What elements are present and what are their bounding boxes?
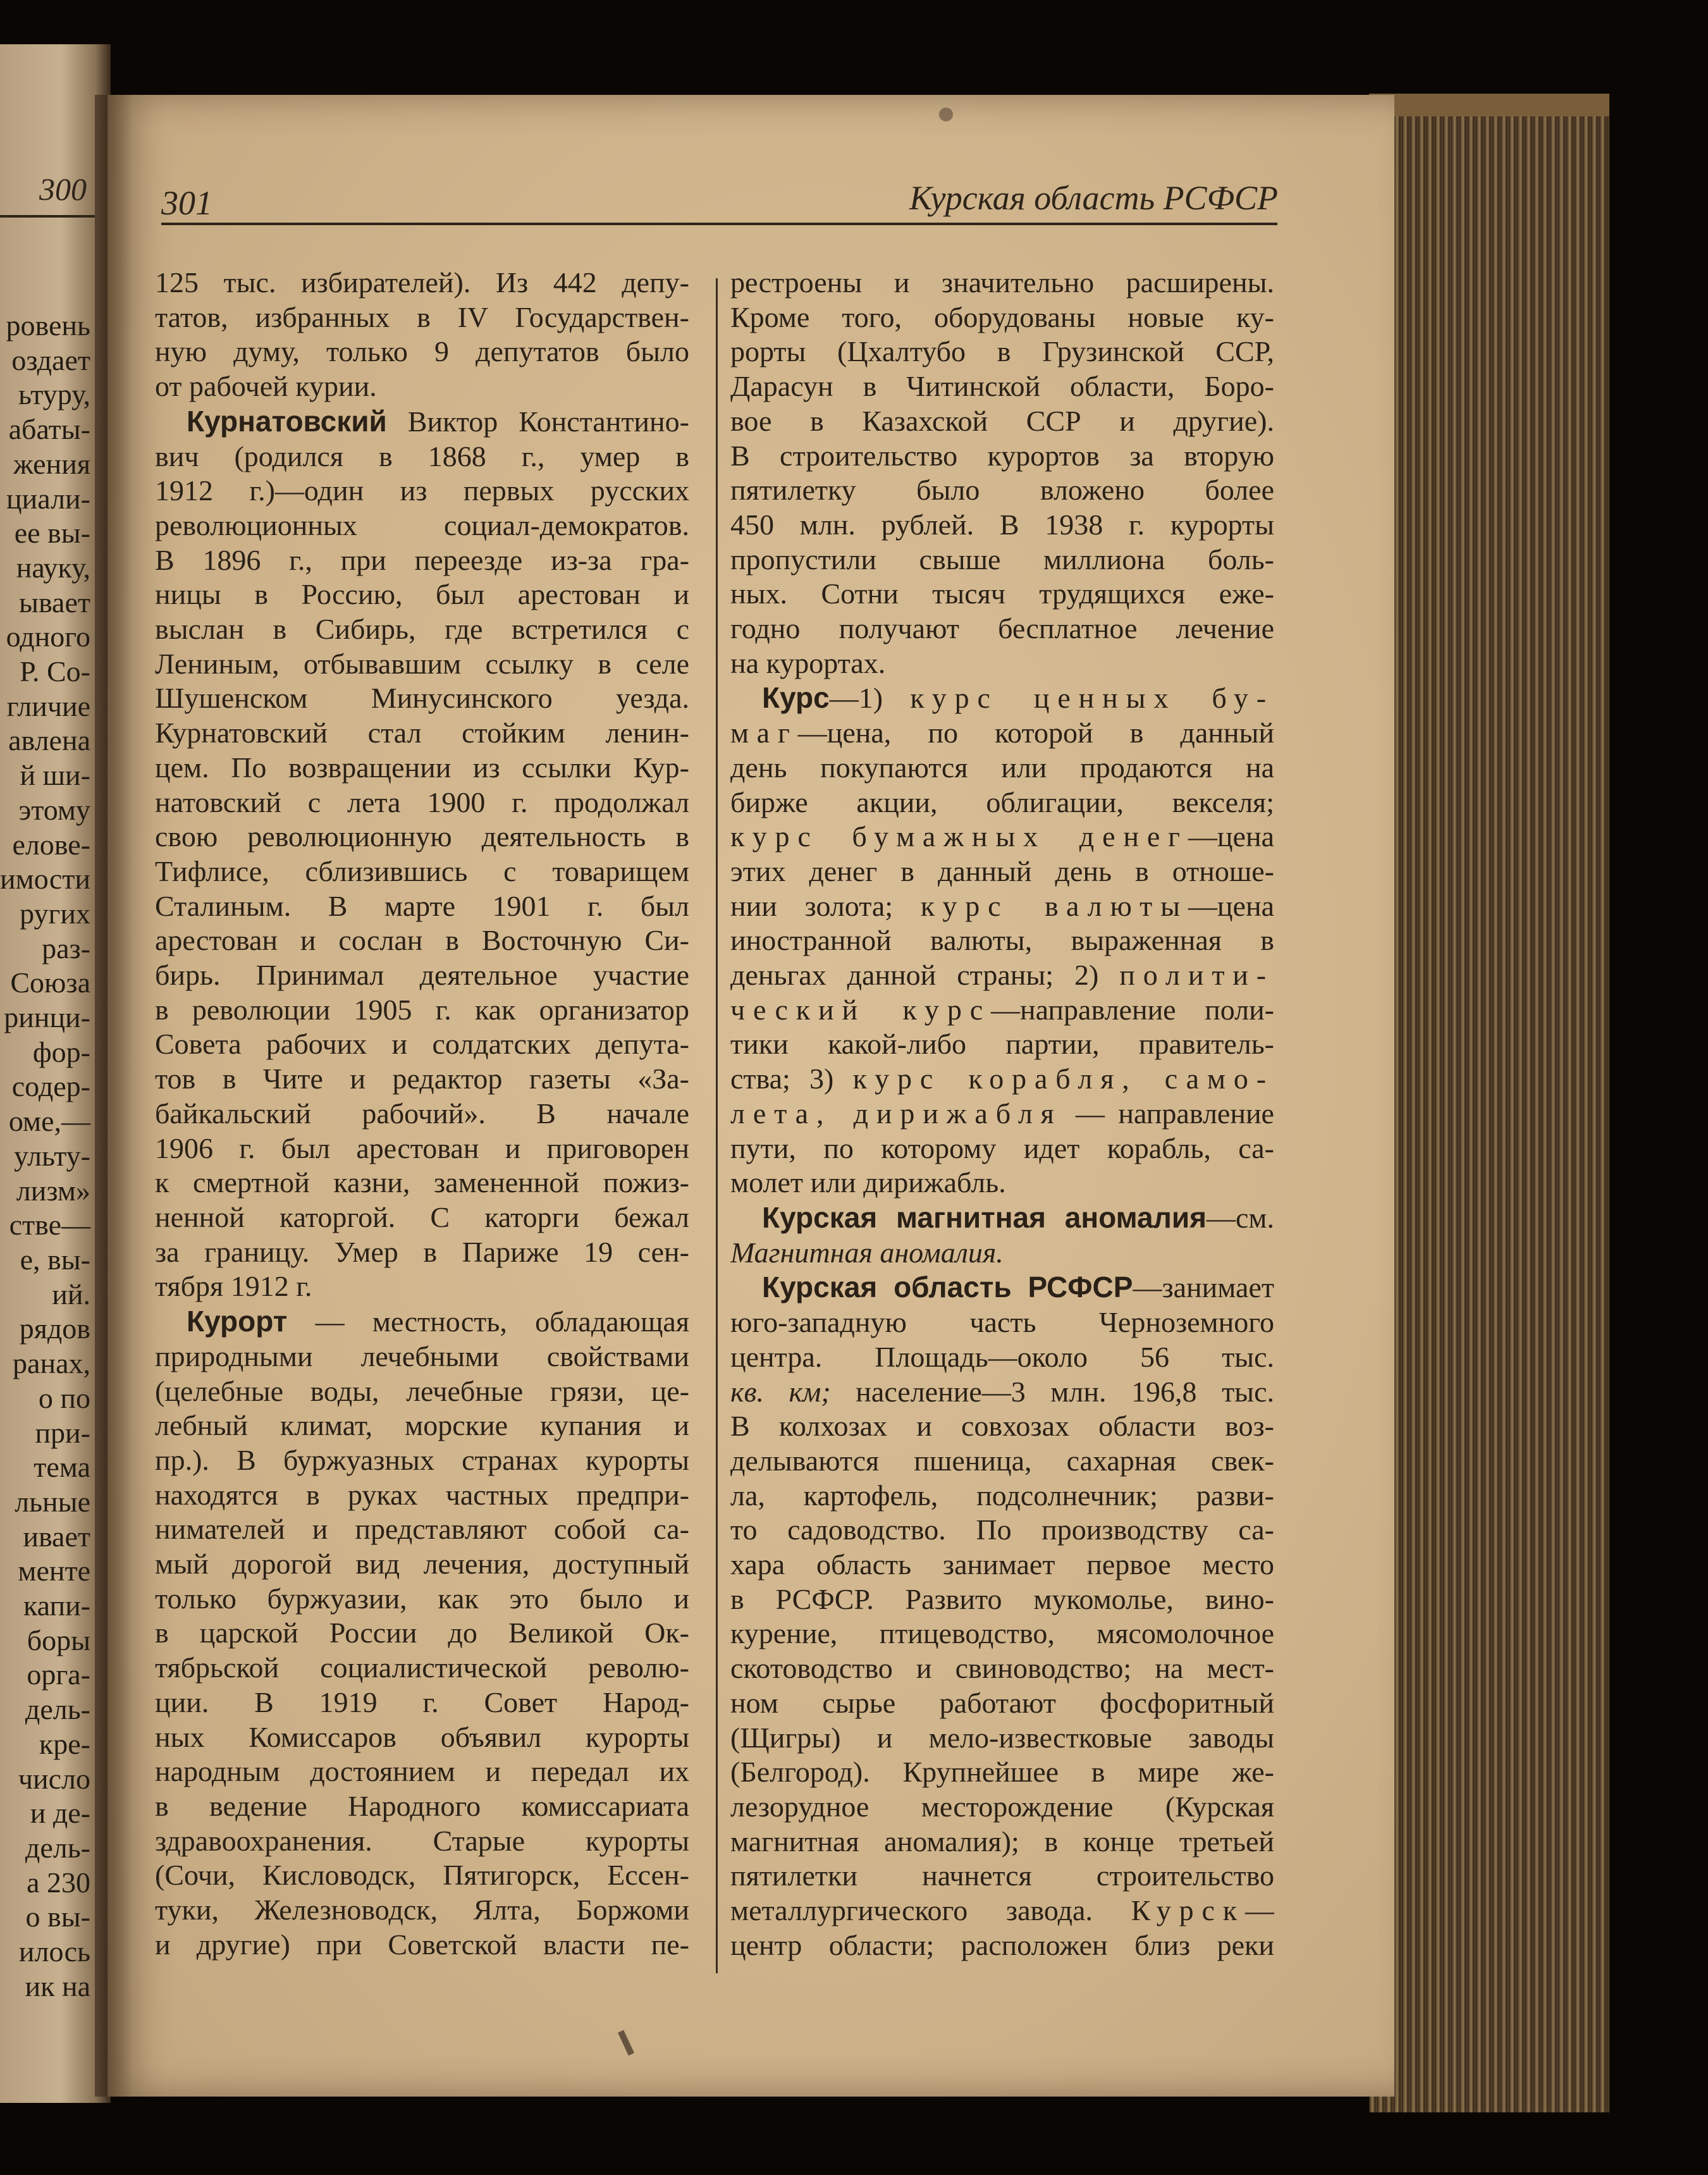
line-text: байкальский рабочий». В начале [155,1097,689,1130]
line-text: тябрьской социалистической револю- [155,1651,689,1684]
left-page-line: кре- [39,1727,90,1760]
line-text: — местность, обладающая [287,1305,689,1338]
left-page-line: Р. Со- [20,655,90,688]
line-text: ных. Сотни тысяч трудящихся еже- [730,577,1274,610]
text-line [730,1825,1274,1859]
line-text: нимателей и представляют собой са- [155,1513,689,1546]
text-line [155,923,689,958]
line-text: Дарасун в Читинской области, Боро- [730,370,1274,403]
line-text: ницы в Россию, был арестован и [155,578,689,611]
left-page [0,44,111,2103]
left-page-line: гличие [6,689,90,722]
text-line [155,1824,689,1859]
left-page-line: о по [38,1381,90,1414]
text-line [730,404,1274,439]
line-text: Шушенском Минусинского уезда. [155,682,689,715]
line-text: свою революционную деятельность в [155,820,689,853]
left-page-line: й ши- [20,759,90,792]
left-page-line: ий. [52,1278,90,1310]
line-text: — [1245,1894,1274,1927]
left-page-line: этому [18,793,90,826]
text-line [730,1097,1274,1131]
line-text: ных Комиссаров объявил курорты [155,1720,689,1753]
text-line [155,958,689,993]
text-line [155,1720,689,1755]
left-page-line: илось [18,1935,90,1968]
line-text: скотоводство и свиноводство; на мест- [730,1652,1274,1685]
text-line [155,1235,689,1270]
left-page-line: Союза [10,966,90,999]
line-text: Тифлисе, сблизившись с товарищем [155,854,689,887]
text-line [730,612,1274,646]
text-line [155,1374,689,1409]
left-page-line: при- [35,1416,90,1449]
line-text: ции. В 1919 г. Совет Народ- [155,1685,689,1718]
line-text: хара область занимает первое место [730,1548,1274,1581]
left-page-line: содер- [11,1070,90,1103]
line-text: выслан в Сибирь, где встретился с [155,613,689,646]
left-page-line: имости [0,863,90,896]
text-line [155,820,689,854]
line-text: (Щигры) и мело-известковые заводы [730,1721,1274,1754]
headword: Курская область РСФСР [762,1271,1133,1304]
left-page-line: тема [34,1451,90,1484]
text-line [155,1651,689,1685]
text-line [730,854,1274,889]
text-line [155,854,689,889]
line-text: к смертной казни, замененной пожиз- [155,1166,689,1199]
text-line [155,681,689,716]
text-line [155,369,689,404]
headword: Курская магнитная аномалия [762,1200,1207,1234]
text-line [730,1686,1274,1721]
line-text: центр области; расположен близ реки [730,1928,1274,1961]
line-text: 125 тыс. избирателей). Из 442 депу- [155,266,689,299]
left-page-line: оздает [11,343,90,376]
header-rule [161,223,1277,225]
line-text: лезорудное месторождение (Курская [730,1790,1274,1823]
line-text: иностранной валюты, выраженная в [730,924,1274,957]
left-page-line: ринци- [4,1001,90,1034]
left-page-line: рядов [19,1312,90,1345]
text-line [155,1097,689,1131]
line-text: лебный климат, морские купания и [155,1409,689,1442]
line-text: магнитная аномалия); в конце третьей [730,1825,1274,1858]
book-page-stack [1369,95,1609,2112]
text-column-left [155,266,689,1962]
text-line [730,1027,1274,1062]
line-text: ненной каторгой. С каторги бежал [155,1200,689,1233]
line-text: за границу. Умер в Париже 19 сен- [155,1235,689,1268]
left-page-line: оме,— [8,1105,90,1138]
line-text: Кроме того, оборудованы новые ку- [730,300,1274,333]
line-text: Курнатовский стал стойким ленин- [155,717,689,749]
line-text: —цена, по которой в данный [797,717,1274,749]
line-text: туки, Железноводск, Ялта, Боржоми [155,1894,689,1926]
text-line [155,508,689,543]
left-page-line: е, вы- [20,1243,90,1276]
text-line [730,993,1274,1028]
left-page-line: стве— [9,1209,90,1242]
text-line [155,1685,689,1720]
left-page-line: льные [15,1485,90,1518]
line-text: 1906 г. был арестован и приговорен [155,1131,689,1164]
line-text: —см. [1206,1201,1274,1234]
left-page-line: боры [27,1624,90,1656]
line-text: В строительство курортов за вторую [730,439,1274,472]
text-line [155,1754,689,1789]
left-page-number: 300 [39,171,87,207]
line-text: (целебные воды, лечебные грязи, це- [155,1374,689,1407]
line-text: Виктор Константино- [386,405,689,438]
line-text: арестован и сослан в Восточную Си- [155,924,689,957]
text-line [730,1200,1274,1236]
line-text: только буржуазии, как это было и [155,1582,689,1615]
headword: Курс [762,681,830,715]
text-line [155,993,689,1028]
line-text: в РСФСР. Развито мукомолье, вино- [730,1582,1274,1615]
text-line [730,508,1274,543]
left-page-line: раз- [42,932,90,964]
line-text: находятся в руках частных предпри- [155,1478,689,1511]
text-line [730,1375,1274,1410]
left-page-line: фор- [32,1035,90,1068]
line-text: тября 1912 г. [155,1270,312,1303]
line-text: молет или дирижабль. [730,1166,1006,1199]
text-line [155,1200,689,1235]
line-text: здравоохранения. Старые курорты [155,1824,689,1857]
italic-text: Магнитная аномалия. [730,1236,1004,1269]
line-text: в ведение Народного комиссариата [155,1789,689,1822]
left-page-text [0,309,90,2004]
text-line [155,300,689,335]
text-line [155,577,689,612]
text-line [155,1789,689,1824]
text-line [730,543,1274,577]
line-text: (Белгород). Крупнейшее в мире же- [730,1756,1274,1789]
left-page-line: одного [6,620,90,653]
left-page-line: орга- [27,1658,90,1691]
left-page-line: авлена [8,724,90,757]
line-text: в царской России до Великой Ок- [155,1617,689,1649]
line-text: рорты (Цхалтубо в Грузинской ССР, [730,335,1274,368]
line-text: ства; 3) [730,1063,853,1095]
column-rule [716,278,718,1973]
text-line [730,473,1274,508]
line-text: то садоводство. По производству са- [730,1513,1274,1546]
text-line [730,1721,1274,1756]
text-line [730,681,1274,716]
left-page-line: ранах, [13,1347,90,1380]
text-line [730,889,1274,924]
left-page-line: циали- [6,482,90,515]
line-text: пропустили свыше миллиона боль- [730,543,1274,576]
spaced-text: курс ценных бу- [910,682,1274,715]
line-text: цем. По возвращении из ссылки Кур- [155,751,689,784]
text-line [155,1340,689,1374]
text-line [730,1548,1274,1582]
line-text: —направление поли- [991,993,1274,1026]
text-line [155,1928,689,1962]
text-line [730,1305,1274,1340]
text-line [730,300,1274,335]
text-line [155,1893,689,1928]
text-line [155,1269,689,1304]
text-line [730,820,1274,854]
spaced-text: маг [730,717,798,749]
left-page-line: ульту- [14,1139,90,1172]
line-text: центра. Площадь—около 56 тыс. [730,1340,1274,1373]
text-line [155,1512,689,1547]
line-text: 1912 г.)—один из первых русских [155,474,689,507]
left-header-rule [0,215,95,218]
left-page-line: менте [18,1555,90,1587]
book-page-stack-top [1369,94,1609,116]
left-page-line: капи- [23,1589,90,1622]
spaced-text: лета, дирижабля [730,1097,1062,1130]
text-line [730,1340,1274,1375]
line-text: пути, по которому идет корабль, са- [730,1131,1274,1164]
line-text: природными лечебными свойствами [155,1340,689,1372]
line-text: Лениным, отбывавшим ссылку в селе [155,647,689,680]
line-text: мый дорогой вид лечения, доступный [155,1548,689,1580]
text-line [730,1790,1274,1825]
spaced-text: ческий курс [730,993,991,1026]
spaced-text: курс корабля, само- [852,1063,1274,1095]
line-text: от рабочей курии. [155,370,377,403]
text-line [730,1062,1274,1097]
text-line [730,716,1274,751]
line-text: татов, избранных в IV Государствен- [155,300,689,333]
text-line [155,404,689,440]
text-line [730,1859,1274,1894]
left-page-line: ик на [25,1969,90,2002]
page-number: 301 [161,184,212,222]
line-text: население—3 млн. 196,8 тыс. [830,1375,1274,1408]
text-line [730,439,1274,474]
line-text: нии золота; [730,889,921,922]
left-page-line: число [18,1762,90,1795]
left-page-line: ивает [23,1520,90,1553]
text-line [730,1928,1274,1963]
left-page-line: жения [13,447,90,480]
text-line [155,716,689,751]
left-page-line: ругих [20,897,90,930]
text-line [730,1270,1274,1305]
spaced-text: курс бумажных денег [730,820,1188,853]
text-line [730,1894,1274,1928]
text-line [730,266,1274,300]
line-text: вич (родился в 1868 г., умер в [155,440,689,472]
text-line [155,474,689,508]
text-line [730,1409,1274,1444]
line-text: пр.). В буржуазных странах курорты [155,1443,689,1476]
left-page-line: абаты- [8,413,90,446]
text-line [730,1479,1274,1513]
text-line [155,266,689,300]
line-text: —цена [1188,820,1274,853]
left-page-line: ее вы- [14,517,90,550]
text-line [730,1651,1274,1686]
line-text: в революции 1905 г. как организатор [155,993,689,1026]
line-text: бирже акции, облигации, векселя; [730,786,1274,818]
line-text: курение, птицеводство, мясомолочное [730,1617,1274,1650]
line-text: 450 млн. рублей. В 1938 г. курорты [730,508,1274,541]
text-line [730,751,1274,786]
text-line [730,577,1274,612]
text-line [155,612,689,647]
headword: Курорт [187,1305,288,1338]
left-page-line: науку, [16,551,90,584]
text-line [155,1062,689,1097]
text-line [155,1858,689,1893]
text-line [155,889,689,924]
text-line [730,923,1274,958]
line-text: В колхозах и совхозах области воз- [730,1410,1274,1443]
text-line [155,1443,689,1478]
text-line [155,1166,689,1200]
line-text: Совета рабочих и солдатских депута- [155,1028,689,1061]
text-line [730,1236,1274,1271]
text-line [155,1582,689,1617]
italic-text: кв. км; [730,1375,831,1408]
line-text: —1) [829,682,911,715]
line-text: рестроены и значительно расширены. [730,266,1274,299]
text-line [155,1478,689,1513]
line-text: вое в Казахской ССР и другие). [730,404,1274,437]
text-line [730,1131,1274,1166]
page-gutter-shadow [95,95,133,2097]
line-text: пятилетки начнется строительство [730,1859,1274,1892]
left-page-line: и де- [30,1797,90,1830]
text-line [155,647,689,682]
text-line [155,1616,689,1651]
text-line [155,1027,689,1062]
line-text: деньгах данной страны; 2) [730,959,1120,992]
spaced-text: курс валюты [920,889,1188,922]
text-line [730,786,1274,820]
left-page-line: о вы- [25,1901,90,1933]
line-text: натовский с лета 1900 г. продолжал [155,786,689,818]
text-line [155,751,689,786]
text-line [730,1513,1274,1548]
text-line [155,335,689,369]
line-text: —цена [1188,889,1274,922]
line-text: ном сырье работают фосфоритный [730,1686,1274,1719]
line-text: юго-западную часть Черноземного [730,1306,1274,1339]
text-line [155,543,689,578]
line-text: народным достоянием и передал их [155,1755,689,1788]
text-line [155,1304,689,1340]
text-column-right [730,266,1274,1962]
left-page-line: дель- [25,1831,90,1864]
line-text: тов в Чите и редактор газеты «За- [155,1063,689,1095]
line-text: на курортах. [730,646,886,679]
text-line [730,335,1274,369]
line-text: пятилетку было вложено более [730,474,1274,507]
line-text: ла, картофель, подсолнечник; разви- [730,1479,1274,1512]
text-line [730,1582,1274,1617]
line-text: Сталиным. В марте 1901 г. был [155,889,689,922]
left-page-line: а 230 [27,1866,90,1899]
line-text: металлургического завода. [730,1894,1131,1927]
paper-spot [939,108,953,121]
text-line [730,1617,1274,1651]
text-line [155,1547,689,1582]
text-line [730,369,1274,404]
text-line [155,1408,689,1443]
line-text: тики какой-либо партии, правитель- [730,1028,1274,1061]
line-text: (Сочи, Кисловодск, Пятигорск, Ессен- [155,1859,689,1892]
left-page-line: дель- [25,1693,90,1726]
line-text: делываются пшеница, сахарная свек- [730,1444,1274,1477]
spaced-text: Курск [1131,1894,1245,1927]
text-line [730,646,1274,681]
text-line [155,786,689,820]
text-line [155,440,689,474]
left-page-line: ывает [19,586,90,619]
line-text: — направление [1062,1097,1274,1130]
left-page-line: ровень [6,309,90,342]
line-text: В 1896 г., при переезде из-за гра- [155,543,689,576]
running-head: Курская область РСФСР [909,179,1278,217]
line-text: бирь. Принимал деятельное участие [155,959,689,992]
text-line [155,1131,689,1166]
line-text: этих денег в данный день в отноше- [730,854,1274,887]
text-line [730,1755,1274,1790]
text-line [730,1166,1274,1200]
line-text: ную думу, только 9 депутатов было [155,335,689,368]
left-page-line: лизм» [16,1174,90,1207]
headword: Курнатовский [187,404,387,438]
spaced-text: полити- [1119,959,1274,992]
line-text: —занимает [1133,1271,1274,1304]
line-text: день покупаются или продаются на [730,751,1274,784]
line-text: революционных социал-демократов. [155,508,689,541]
left-page-line: елове- [12,828,90,861]
left-page-line: ьтуру, [18,378,90,411]
line-text: годно получают бесплатное лечение [730,612,1274,645]
line-text: и другие) при Советской власти пе- [155,1928,689,1961]
text-line [730,1444,1274,1479]
text-line [730,958,1274,993]
